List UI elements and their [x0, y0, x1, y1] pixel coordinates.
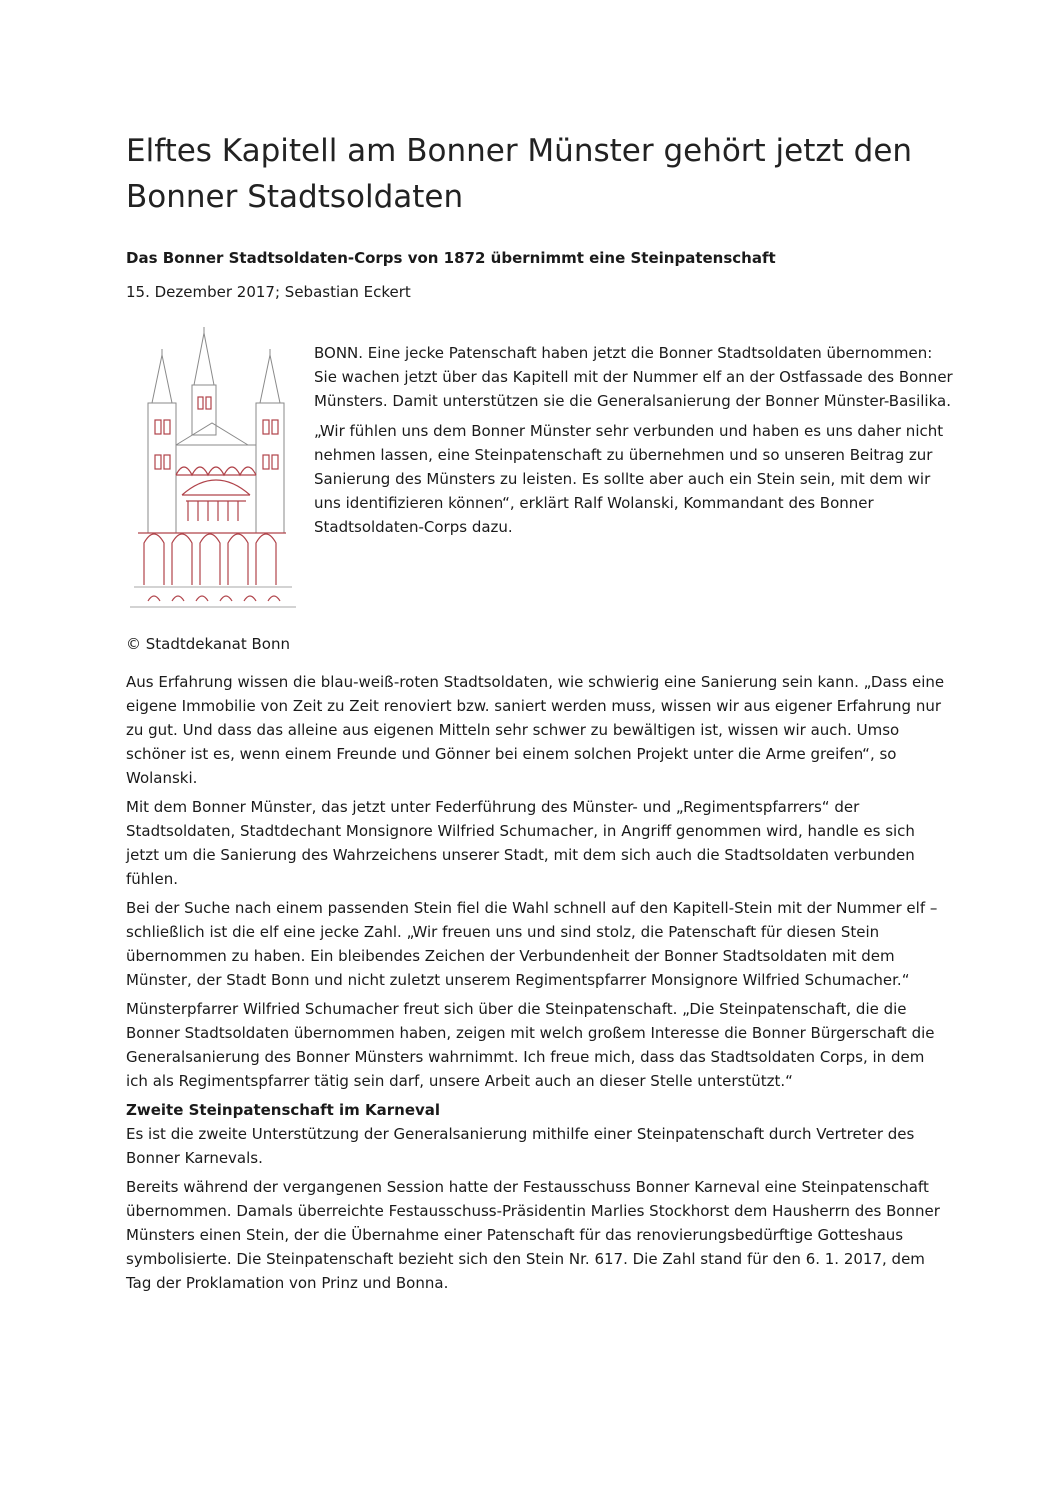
- body-paragraph: Münsterpfarrer Wilfried Schumacher freut sich über die Steinpatenschaft. „Die Steinpatenschaft, die die Bonner Stadtsoldaten übernommen haben, zeigen mit welch großem Interesse die Bonner Bürgerschaft die Generalsanierung des Bonner Münsters wahrnimmt. Ich freue mich, dass das Stadtsoldaten Corps, in dem ich als Regimentspfarrer tätig sein darf, unsere Arbeit auch an dieser Stelle unterstützt.“: [126, 1000, 935, 1090]
- intro-paragraph: BONN. Eine jecke Patenschaft haben jetzt die Bonner Stadtsoldaten übernommen: Sie wachen jetzt über das Kapitell mit der Nummer elf an der Ostfassade des Bonner Münsters. Damit unterstützen sie die Generalsanierung der Bonner Münster-Basilika.: [314, 344, 953, 410]
- body-paragraph: Bei der Suche nach einem passenden Stein fiel die Wahl schnell auf den Kapitell-Stein mit der Nummer elf – schließlich ist die elf eine jecke Zahl. „Wir freuen uns und sind stolz, die Patenschaft für diesen Stein übernommen zu haben. Ein bleibendes Zeichen der Verbundenheit der Bonner Stadtsoldaten mit dem Münster, der Stadt Bonn und nicht zuletzt unserem Regimentspfarrer Monsignore Wilfried Schumacher.“: [126, 899, 938, 989]
- article-title: Elftes Kapitell am Bonner Münster gehört jetzt den Bonner Stadtsoldaten: [126, 133, 913, 215]
- body-paragraph: Mit dem Bonner Münster, das jetzt unter Federführung des Münster- und „Regimentspfarrers“ der Stadtsoldaten, Stadtdechant Monsignore Wilfried Schumacher, in Angriff genommen wird, handle es sich jetzt um die Sanierung des Wahrzeichens unserer Stadt, mit dem sich auch die Stadtsoldaten verbunden fühlen.: [126, 798, 915, 888]
- image-credit: © Stadtdekanat Bonn: [126, 635, 290, 653]
- article-body: [126, 670, 946, 1300]
- article-subtitle: Das Bonner Stadtsoldaten-Corps von 1872 übernimmt eine Steinpatenschaft: [126, 249, 776, 267]
- intro-quote-paragraph: „Wir fühlen uns dem Bonner Münster sehr verbunden und haben es uns daher nicht nehmen lassen, eine Steinpatenschaft zu übernehmen und so unseren Beitrag zur Sanierung des Münsters zu leisten. Es sollte aber auch ein Stein sein, mit dem wir uns identifizieren können“, erklärt Ralf Wolanski, Kommandant des Bonner Stadtsoldaten-Corps dazu.: [314, 422, 944, 536]
- article-byline: 15. Dezember 2017; Sebastian Eckert: [126, 283, 411, 301]
- article-intro: [314, 341, 954, 545]
- body-paragraph: Aus Erfahrung wissen die blau-weiß-roten Stadtsoldaten, wie schwierig eine Sanierung sein kann. „Dass eine eigene Immobilie von Zeit zu Zeit renoviert bzw. saniert werden muss, wissen wir aus eigener Erfahrung nur zu gut. Und dass das alleine aus eigenen Mitteln sehr schwer zu bewältigen ist, wissen wir auch. Umso schöner ist es, wenn einem Freunde und Gönner bei einem solchen Projekt unter die Arme greifen“, so Wolanski.: [126, 673, 945, 787]
- minster-illustration: [124, 325, 300, 611]
- section-paragraph: Es ist die zweite Unterstützung der Generalsanierung mithilfe einer Steinpatenschaft durch Vertreter des Bonner Karnevals.: [126, 1125, 915, 1167]
- section-paragraph: Bereits während der vergangenen Session hatte der Festausschuss Bonner Karneval eine Steinpatenschaft übernommen. Damals überreichte Festausschuss-Präsidentin Marlies Stockhorst dem Hausherrn des Bonner Münsters einen Stein, der die Übernahme einer Patenschaft für das renovierungsbedürftige Gotteshaus symbolisierte. Die Steinpatenschaft bezieht sich den Stein Nr. 617. Die Zahl stand für den 6. 1. 2017, dem Tag der Proklamation von Prinz und Bonna.: [126, 1178, 940, 1292]
- section-heading: Zweite Steinpatenschaft im Karneval: [126, 1101, 441, 1119]
